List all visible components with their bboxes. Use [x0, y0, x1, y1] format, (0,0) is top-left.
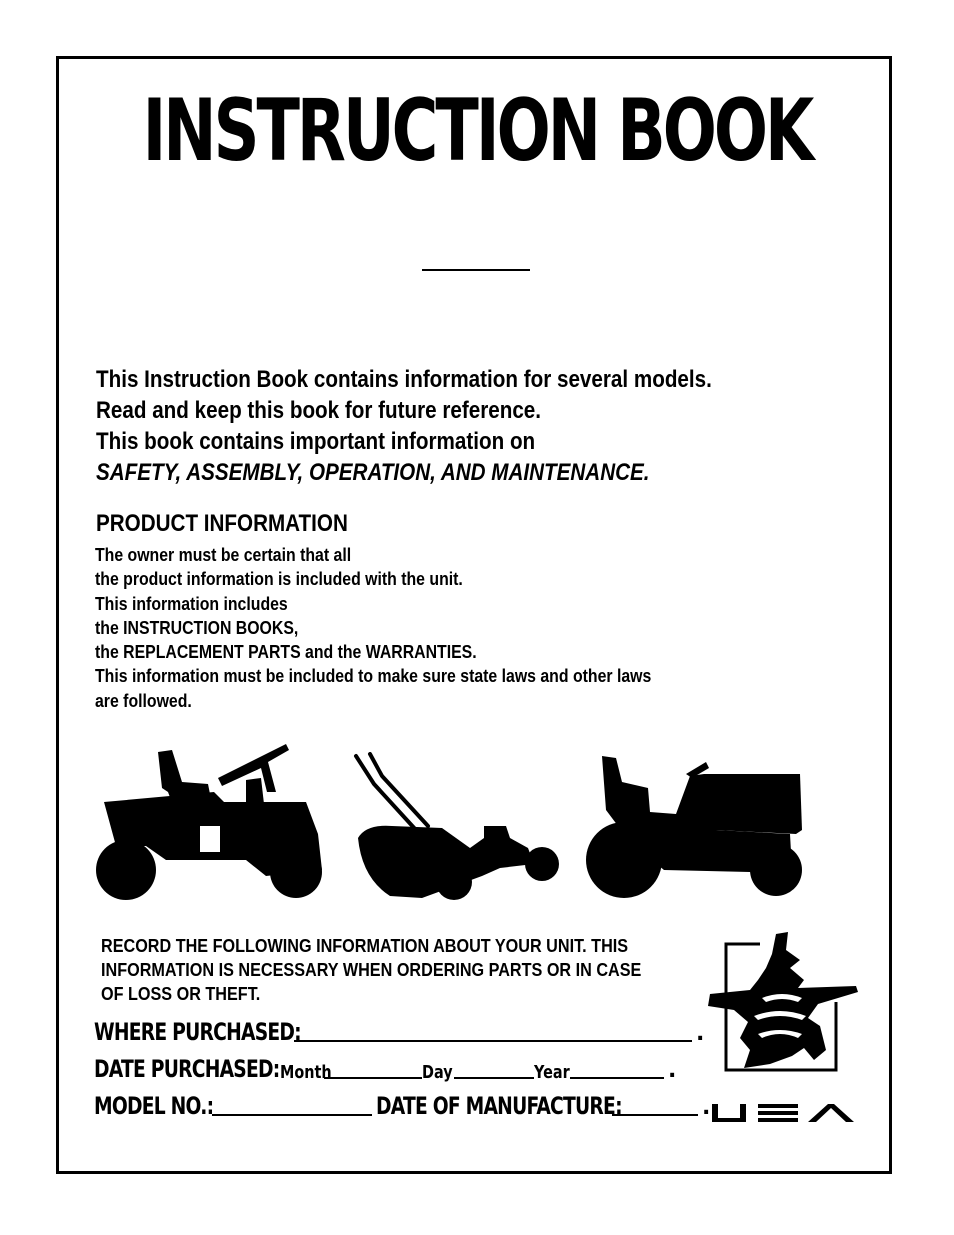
- date-of-manufacture-label: DATE OF MANUFACTURE:: [376, 1092, 622, 1120]
- model-row: [94, 1088, 710, 1120]
- where-purchased-row: [94, 1014, 704, 1046]
- date-purchased-label: DATE PURCHASED:: [94, 1055, 280, 1083]
- month-field[interactable]: [324, 1077, 422, 1079]
- where-purchased-field[interactable]: [294, 1040, 692, 1042]
- pi-line: The owner must be certain that all: [95, 545, 352, 565]
- intro-text: [96, 364, 712, 488]
- period: .: [702, 1095, 711, 1120]
- record-line: OF LOSS OR THEFT.: [101, 984, 261, 1004]
- day-field[interactable]: [454, 1077, 534, 1079]
- riding-mower-silhouette: [96, 742, 326, 902]
- record-line: RECORD THE FOLLOWING INFORMATION ABOUT YOUR UNIT. THIS: [101, 936, 629, 956]
- record-line: INFORMATION IS NECESSARY WHEN ORDERING PARTS OR IN CASE: [101, 960, 642, 980]
- intro-line-1: This Instruction Book contains information for several models.: [96, 366, 712, 393]
- pi-line: the INSTRUCTION BOOKS,: [95, 617, 299, 638]
- product-information-heading: PRODUCT INFORMATION: [96, 510, 348, 537]
- model-no-field[interactable]: [212, 1114, 372, 1116]
- push-mower-silhouette: [352, 752, 562, 900]
- product-information-body: [95, 543, 651, 713]
- day-label: Day: [422, 1062, 453, 1083]
- month-label: Month: [280, 1062, 332, 1083]
- page-title: INSTRUCTION BOOK: [142, 81, 812, 181]
- pi-line: This information includes: [95, 593, 288, 614]
- pi-line: are followed.: [95, 690, 192, 711]
- star-logo-icon: [706, 930, 862, 1126]
- model-no-label: MODEL NO.:: [94, 1092, 214, 1120]
- lawn-tractor-silhouette: [586, 752, 808, 900]
- year-field[interactable]: [570, 1077, 664, 1079]
- intro-line-4: SAFETY, ASSEMBLY, OPERATION, AND MAINTENANCE.: [96, 459, 650, 486]
- title-rule: [422, 269, 530, 271]
- date-of-manufacture-field[interactable]: [612, 1114, 698, 1116]
- period: .: [668, 1058, 677, 1083]
- period: .: [696, 1021, 705, 1046]
- pi-line: the product information is included with the unit.: [95, 569, 463, 590]
- pi-line: This information must be included to make sure state laws and other laws: [95, 666, 652, 687]
- where-purchased-label: WHERE PURCHASED:: [94, 1018, 301, 1046]
- pi-line: the REPLACEMENT PARTS and the WARRANTIES.: [95, 642, 477, 663]
- record-instructions: [101, 934, 641, 1006]
- year-label: Year: [534, 1062, 570, 1083]
- intro-line-2: Read and keep this book for future reference.: [96, 397, 542, 424]
- intro-line-3: This book contains important information on: [96, 428, 536, 455]
- date-purchased-row: [94, 1051, 676, 1083]
